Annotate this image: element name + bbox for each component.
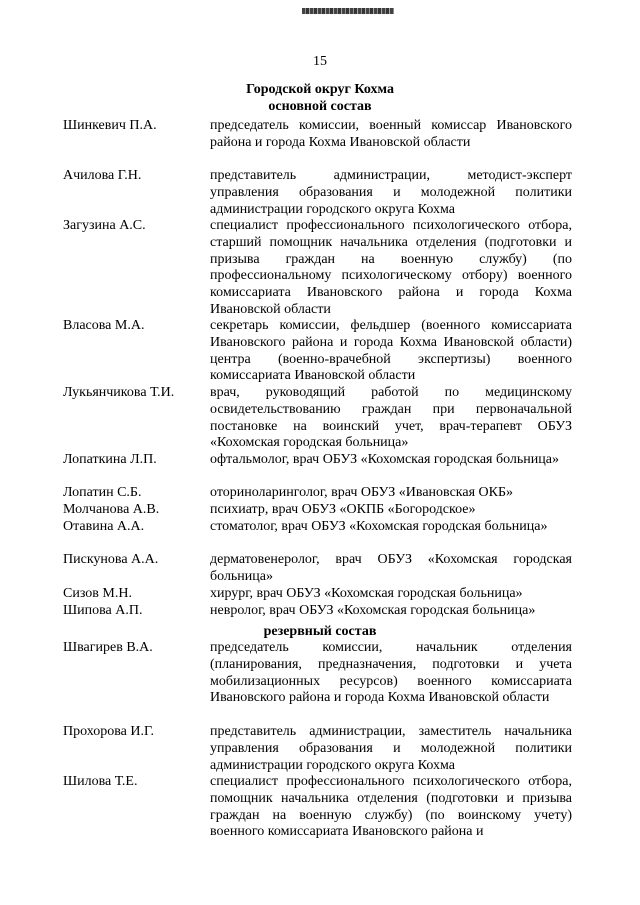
member-name: Шинкевич П.А. (63, 118, 157, 133)
member-role: врач, руководящий работой по медицинскому освидетельствованию граждан при первоначальной постановке на воинский учет, врач-терапевт ОБУЗ «Кохомская городская больница» (210, 385, 572, 451)
member-role: специалист профессионального психологического отбора, старший помощник начальника отделения (подготовки и призыва граждан на военную службу) (по профессиональному психологическому отбору) военного комиссариата Ивановского района и города Кохма Ивановской области (210, 218, 572, 317)
member-name: Сизов М.Н. (63, 586, 132, 601)
member-role: представитель администрации, заместитель начальника управления образования и молодежной политики администрации городского округа Кохма (210, 724, 572, 773)
member-role: председатель комиссии, военный комиссар Ивановского района и города Кохма Ивановской области (210, 118, 572, 150)
member-name: Лопаткина Л.П. (63, 452, 157, 467)
member-name: Ачилова Г.Н. (63, 168, 142, 183)
member-name: Загузина А.С. (63, 218, 146, 233)
member-role: невролог, врач ОБУЗ «Кохомская городская больница» (210, 603, 536, 618)
member-role: психиатр, врач ОБУЗ «ОКПБ «Богородское» (210, 502, 476, 517)
member-name: Шилова Т.Е. (63, 774, 138, 789)
member-role: представитель администрации, методист-эксперт управления образования и молодежной политики администрации городского округа Кохма (210, 168, 572, 217)
member-role: хирург, врач ОБУЗ «Кохомская городская больница» (210, 586, 523, 601)
member-role: специалист профессионального психологического отбора, помощник начальника отделения (подготовки и призыва граждан на военную службу) (по воинскому учету) военного комиссариата Ивановского района и (210, 774, 572, 840)
member-name: Власова М.А. (63, 318, 145, 333)
member-name: Пискунова А.А. (63, 552, 159, 567)
member-role: стоматолог, врач ОБУЗ «Кохомская городская больница» (210, 519, 548, 534)
member-role: офтальмолог, врач ОБУЗ «Кохомская городская больница» (210, 452, 559, 467)
member-role: оториноларинголог, врач ОБУЗ «Ивановская ОКБ» (210, 485, 514, 500)
member-name: Прохорова И.Г. (63, 724, 154, 739)
member-name: Лопатин С.Б. (63, 485, 142, 500)
main-composition-heading: основной состав (268, 99, 372, 114)
page-number: 15 (313, 54, 327, 69)
member-name: Швагирев В.А. (63, 640, 153, 655)
member-role: секретарь комиссии, фельдшер (военного комиссариата Ивановского района и города Кохма Ивановской области) центра (военно-врачебной экспертизы) военного комиссариата Ивановской области (210, 318, 572, 384)
member-name: Отавина А.А. (63, 519, 145, 534)
district-heading: Городской округ Кохма (246, 82, 394, 97)
top-scan-mark (302, 8, 394, 14)
member-role: председатель комиссии, начальник отделения (планирования, предназначения, подготовки и учета мобилизационных ресурсов) военного комиссариата Ивановского района и города Кохма Ивановской области (210, 640, 572, 706)
member-role: дерматовенеролог, врач ОБУЗ «Кохомская городская больница» (210, 552, 572, 584)
member-name: Молчанова А.В. (63, 502, 160, 517)
reserve-composition-heading: резервный состав (263, 624, 377, 639)
member-name: Шипова А.П. (63, 603, 143, 618)
member-name: Лукьянчикова Т.И. (63, 385, 175, 400)
